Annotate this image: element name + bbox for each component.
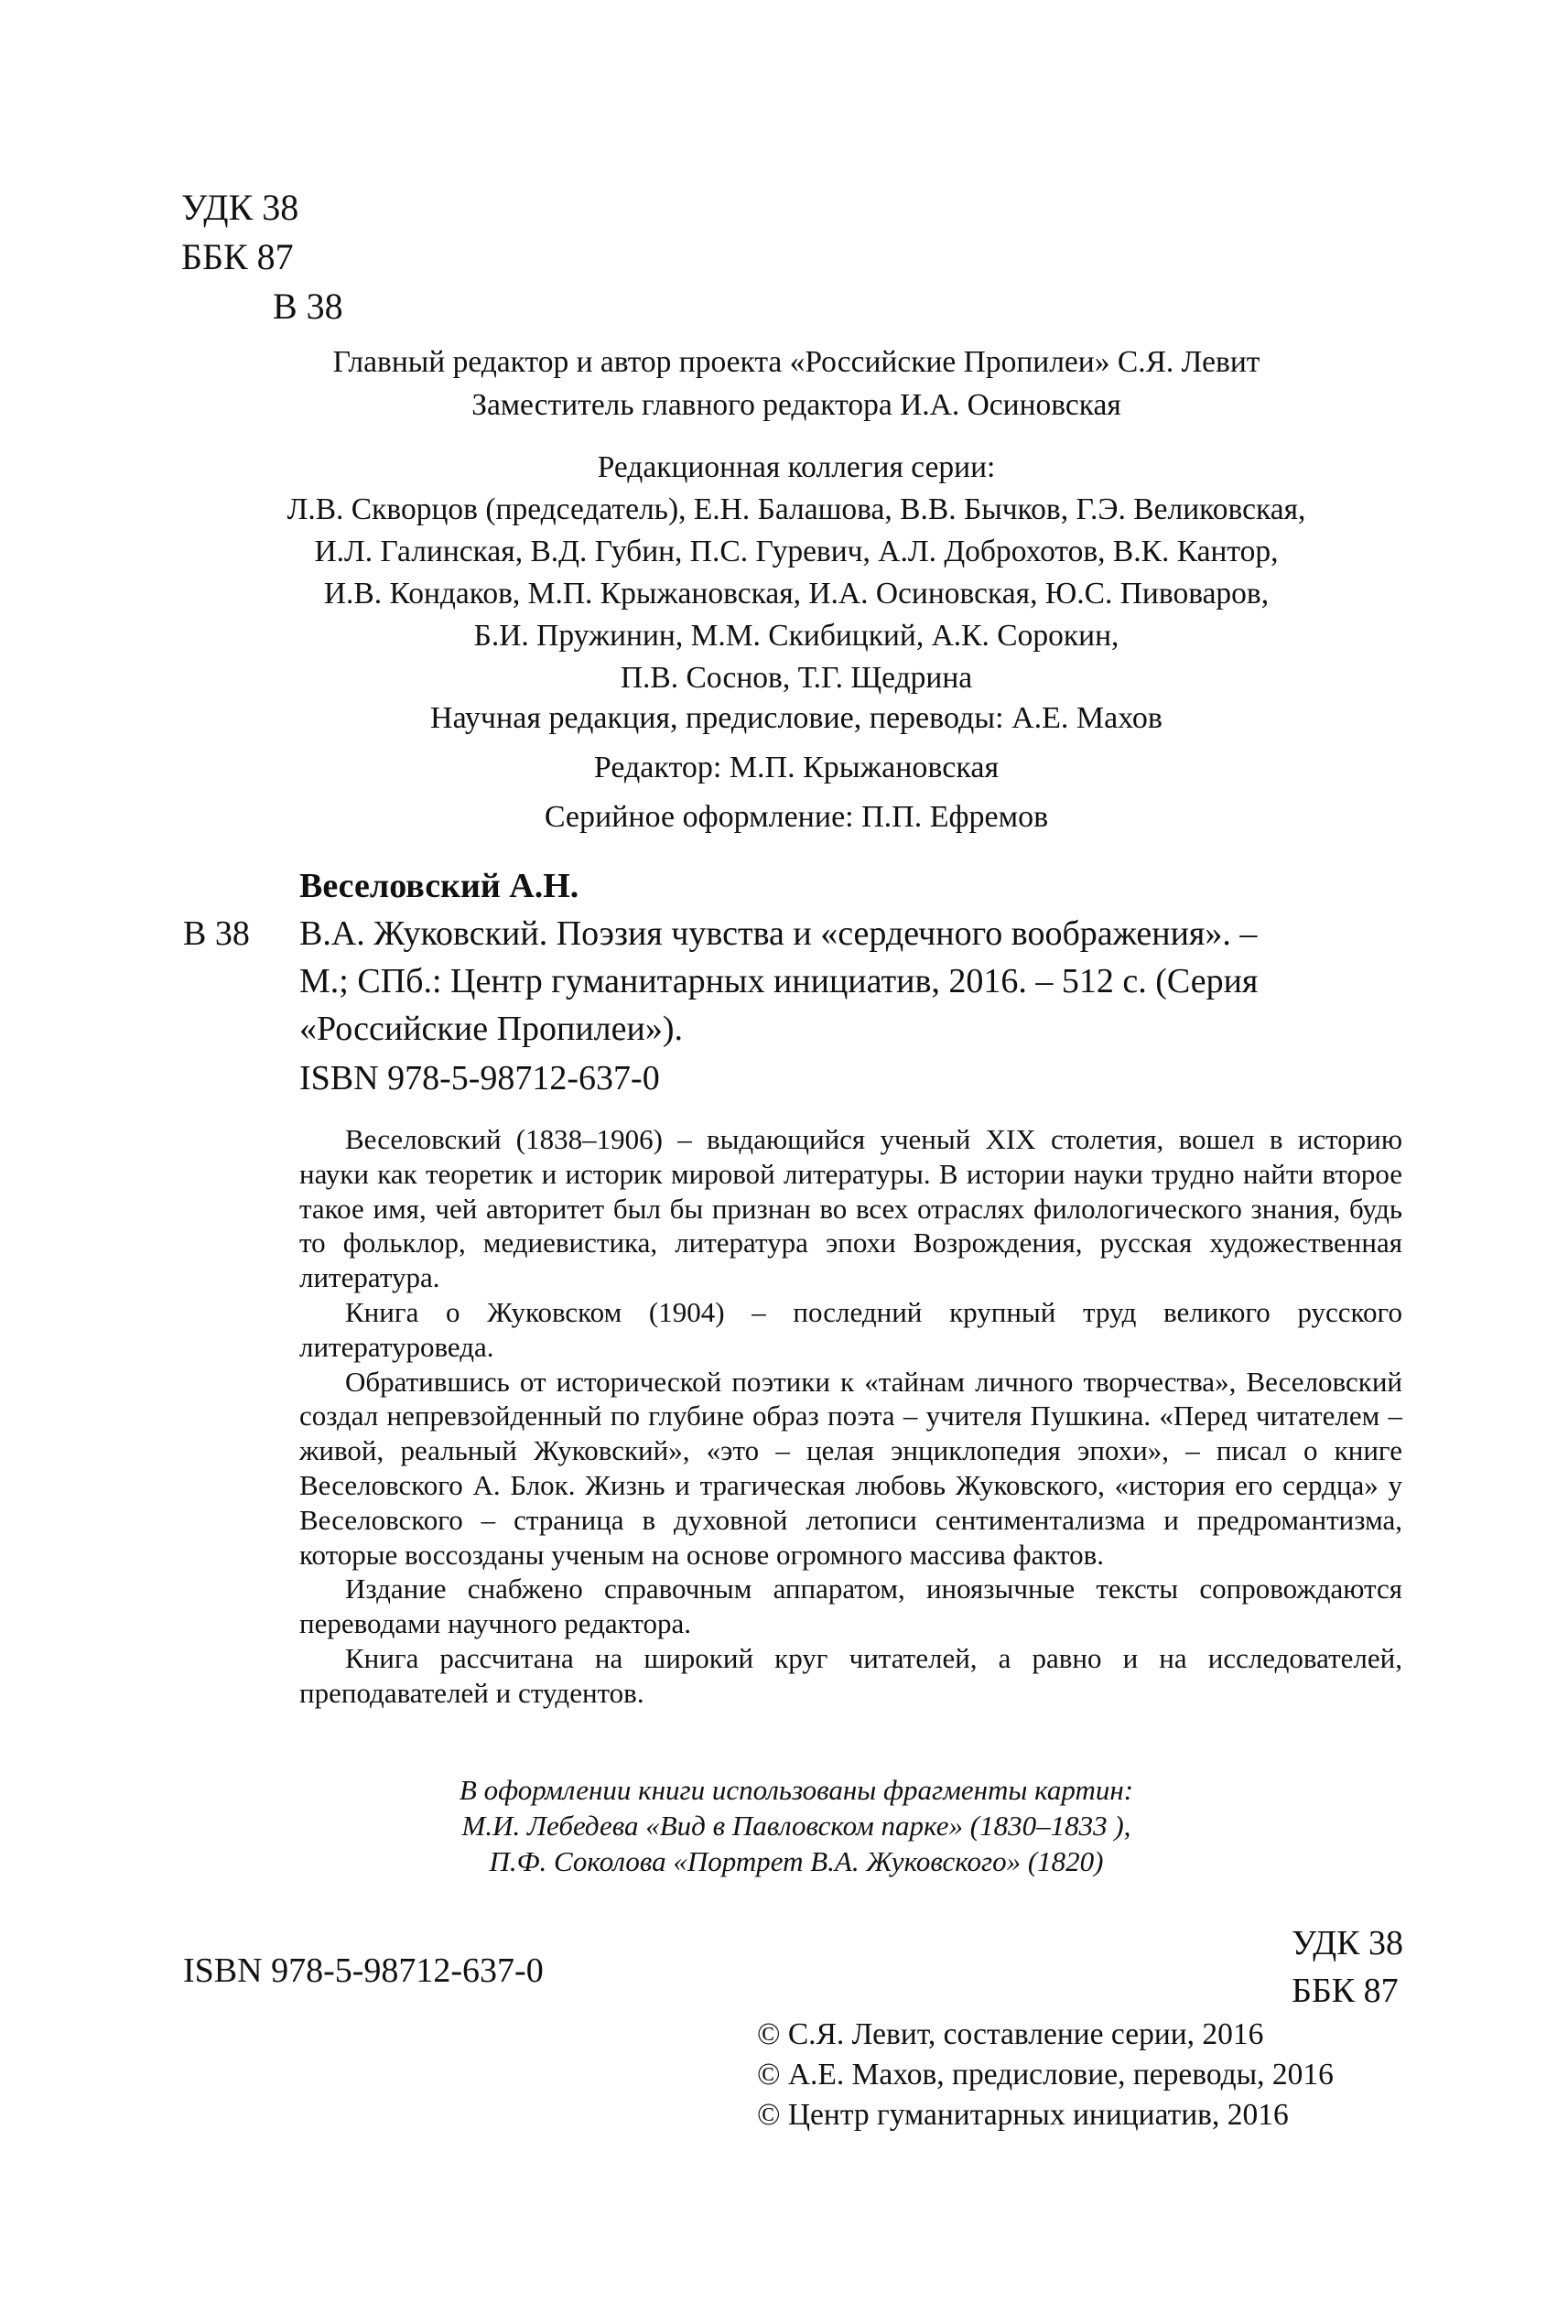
abstract-paragraph: Книга о Жуковском (1904) – последний крупный труд великого русского литературоведа. <box>299 1295 1402 1363</box>
bib-line: В.А. Жуковский. Поэзия чувства и «сердечного воображения». – <box>299 914 1258 953</box>
bib-line: «Российские Пропилеи»). <box>299 1010 684 1048</box>
abstract-paragraph: Веселовский (1838–1906) – выдающийся ученый XIX столетия, вошел в историю науки как теоретик и историк мировой литературы. В истории науки трудно найти второе такое имя, чей авторитет был бы признан во всех отраслях филологического знания, будь то фольклор, медиевистика, литература эпохи Возрождения, русская художественная литература. <box>299 1123 1402 1294</box>
bib-line: М.; СПб.: Центр гуманитарных инициатив, 2016. – 512 с. (Серия <box>299 962 1259 1000</box>
design-note-line: В оформлении книги использованы фрагменты картин: <box>459 1774 1134 1806</box>
chief-editor: Главный редактор и автор проекта «Российские Пропилеи» С.Я. Левит <box>332 345 1260 379</box>
bib-code: В 38 <box>183 914 250 953</box>
deputy-editor: Заместитель главного редактора И.А. Осиновская <box>471 388 1121 422</box>
board-title: Редакционная коллегия серии: <box>597 450 996 484</box>
copyrights <box>757 2015 1334 2135</box>
board-line: Л.В. Скворцов (председатель), Е.Н. Балашова, В.В. Бычков, Г.Э. Великовская, <box>287 492 1306 526</box>
board-line: Б.И. Пружинин, М.М. Скибицкий, А.К. Сорокин, <box>473 619 1119 653</box>
header-codes <box>181 183 343 331</box>
copyright-line: © С.Я. Левит, составление серии, 2016 <box>757 2017 1264 2051</box>
design-note <box>183 1772 1410 1879</box>
credits-block <box>183 694 1410 842</box>
udk-code: УДК 38 <box>181 187 299 228</box>
bib-description <box>299 910 1568 1053</box>
editor-credit: Редактор: М.П. Крыжановская <box>593 751 1000 784</box>
editors-block <box>183 340 1410 427</box>
design-note-line: М.И. Лебедева «Вид в Павловском парке» (1830–1833 ), <box>461 1810 1131 1842</box>
design-note-line: П.Ф. Соколова «Портрет В.А. Жуковского» (1820) <box>489 1845 1104 1877</box>
series-design-credit: Серийное оформление: П.П. Ефремов <box>544 800 1049 834</box>
footer-udk: УДК 38 <box>1292 1924 1403 1962</box>
board-line: П.В. Соснов, Т.Г. Щедрина <box>620 661 973 695</box>
bib-author: Веселовский А.Н. <box>299 867 579 905</box>
footer-bbk: ББК 87 <box>1292 1972 1399 2010</box>
copyright-line: © Центр гуманитарных инициатив, 2016 <box>757 2098 1289 2132</box>
isbn-main: ISBN 978-5-98712-637-0 <box>299 1059 660 1097</box>
editorial-board <box>183 447 1410 699</box>
scientific-editing-credit: Научная редакция, предисловие, переводы: А.Е. Махов <box>430 701 1162 735</box>
abstract-paragraph: Книга рассчитана на широкий круг читателей, а равно и на исследователей, преподавателей и студентов. <box>299 1641 1402 1709</box>
footer-codes <box>1292 1919 1403 2015</box>
bbk-code: ББК 87 <box>181 236 294 277</box>
abstract-paragraph: Издание снабжено справочным аппаратом, иноязычные тексты сопровождаются переводами научного редактора. <box>299 1573 1402 1640</box>
copyright-line: © А.Е. Махов, предисловие, переводы, 2016 <box>757 2058 1334 2092</box>
author-mark: В 38 <box>273 286 343 327</box>
board-line: И.В. Кондаков, М.П. Крыжановская, И.А. Осиновская, Ю.С. Пивоваров, <box>323 577 1270 611</box>
board-line: И.Л. Галинская, В.Д. Губин, П.С. Гуревич, А.Л. Доброхотов, В.К. Кантор, <box>314 535 1279 568</box>
isbn-footer: ISBN 978-5-98712-637-0 <box>183 1951 544 1990</box>
abstract-paragraph: Обратившись от исторической поэтики к «тайнам личного творчества», Веселовский создал непревзойденный по глубине образ поэта – учителя Пушкина. «Перед читателем – живой, реальный Жуковский», «это – целая энциклопедия эпохи», – писал о книге Веселовского А. Блок. Жизнь и трагическая любовь Жуковского, «история его сердца» у Веселовского – страница в духовной летописи сентиментализма и предромантизма, которые воссозданы ученым на основе огромного массива фактов. <box>299 1365 1402 1571</box>
abstract <box>299 1122 1402 1711</box>
